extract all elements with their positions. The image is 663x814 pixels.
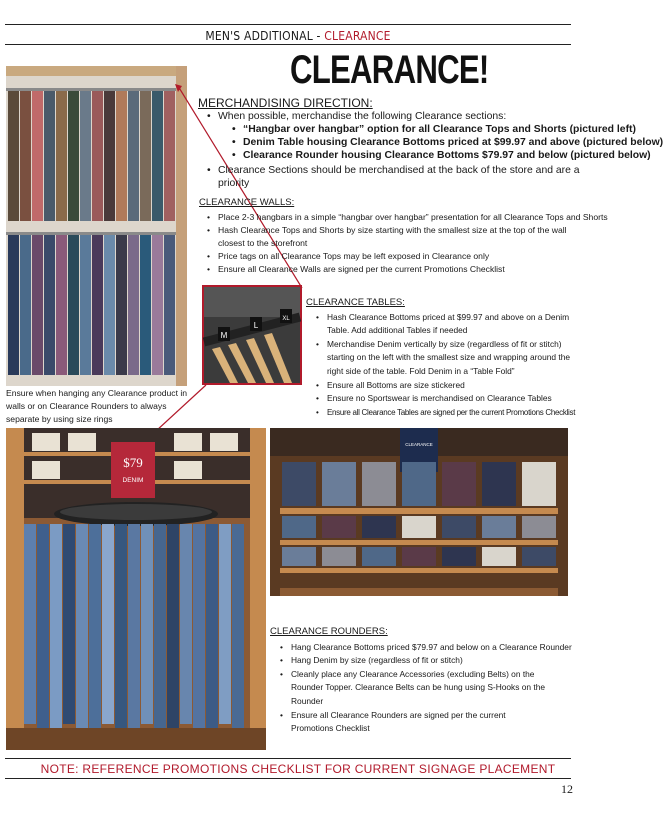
merch-direction-heading: MERCHANDISING DIRECTION: [198,96,373,110]
size-ring-xl: XL [282,316,290,322]
list-item: • Hash Clearance Tops and Shorts by size starting with the smallest size at the top of the wall closest to the storefront [207,224,595,250]
list-item: • Denim Table housing Clearance Bottoms priced at $99.97 and above (pictured below) [232,136,593,149]
list-item: • Price tags on all Clearance Tops may be left exposed in Clearance only [207,250,595,263]
page-number: 12 [561,782,573,796]
size-ring-m: M [220,331,228,340]
list-item: • “Hangbar over hangbar” option for all Clearance Tops and Shorts (pictured left) [232,123,593,136]
clearance-rounder-photo [6,428,266,750]
footer-bottom-rule [5,778,571,779]
list-item: • Clearance Rounder housing Clearance Bottoms $79.97 and below (pictured below) [232,149,593,162]
rounder-sign-price: $79 [123,455,143,470]
merch-direction-closing: • Clearance Sections should be merchandised at the back of the store and are a priority [207,164,593,190]
rounders-block [270,625,570,736]
rounders-heading: CLEARANCE ROUNDERS: [270,626,388,637]
footer-note: NOTE: REFERENCE PROMOTIONS CHECKLIST FOR CURRENT SIGNAGE PLACEMENT [40,762,556,776]
rounder-sign-text: DENIM [122,477,144,484]
tables-heading: CLEARANCE TABLES: [306,297,405,308]
section-prefix: MEN'S ADDITIONAL - [205,29,325,43]
list-item: • Hang Clearance Bottoms priced $79.97 and below on a Clearance Rounder [280,641,548,655]
list-item: • Ensure no Sportswear is merchandised on Clearance Tables [316,392,576,406]
merch-direction-sublist [232,123,663,162]
footer-top-rule [5,758,571,759]
list-item: • Ensure all Clearance Rounders are signed per the current Promotions Checklist [280,709,548,736]
list-item: • Ensure all Clearance Walls are signed per the current Promotions Checklist [207,263,595,276]
merch-direction-block [198,96,663,190]
list-item: • Hash Clearance Bottoms priced at $99.97 and above on a Denim Table. Add additional Tables if needed [316,311,576,338]
walls-heading: CLEARANCE WALLS: [199,197,295,208]
list-item: • Ensure all Bottoms are size stickered [316,379,576,393]
list-item: • Place 2-3 hangbars in a simple “hangbar over hangbar” presentation for all Clearance Tops and Shorts [207,211,595,224]
walls-block [199,196,608,276]
section-highlight: CLEARANCE [324,29,391,43]
size-ring-l: L [253,321,259,330]
tables-block [306,296,576,419]
list-item: • Cleanly place any Clearance Accessories (excluding Belts) on the Rounder Topper. Clearance Belts can be hung using S-Hooks on the Rounder [280,668,548,709]
table-sign-text: CLEARANCE [405,442,433,447]
list-item: • Hang Denim by size (regardless of fit or stitch) [280,654,548,668]
page-title: CLEARANCE! [290,48,489,92]
list-item: • Ensure all Clearance Tables are signed per the current Promotions Checklist [316,406,576,420]
denim-table-photo [270,428,568,596]
merch-direction-intro: • When possible, merchandise the following Clearance sections: • “Hangbar over hangbar” option for all Clearance Tops and Shorts (pictured left) • Denim Table housing Clearance Bottoms priced at $99.97 and above (pictured below) • Clearance Rounder housing Clearance Bottoms $79.97 and below (pictured below) [207,110,593,162]
size-ring-caption: Ensure when hanging any Clearance product in walls or on Clearance Rounders to always separate by using size rings [6,388,188,424]
list-item: • Merchandise Denim vertically by size (regardless of fit or stitch) starting on the left with the smallest size and wrapping around the right side of the table. Fold Denim in a “Table Fold” [316,338,576,379]
